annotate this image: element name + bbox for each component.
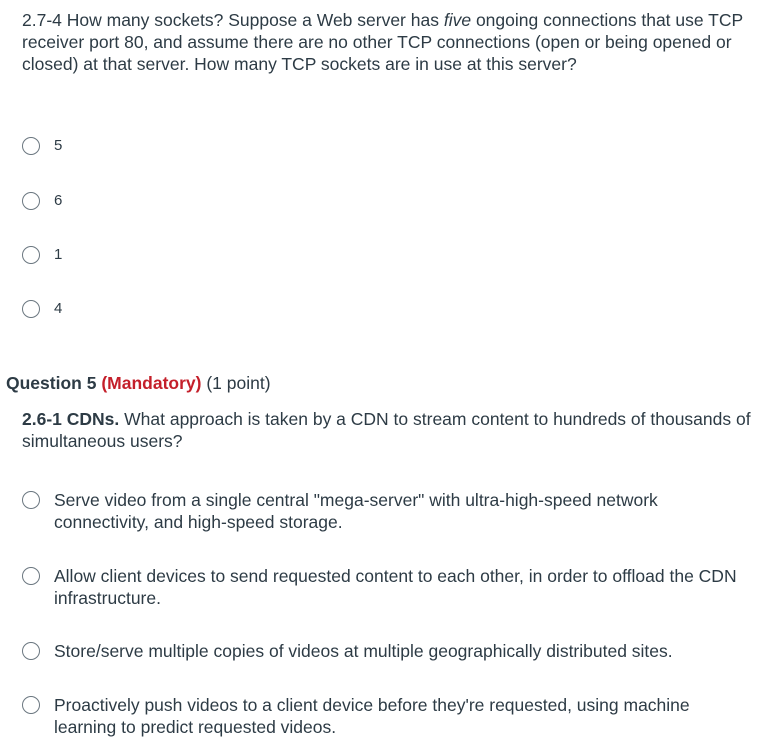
option-label: 1: [54, 246, 63, 263]
question-5-option-2[interactable]: [22, 565, 744, 609]
question-4-prompt-emphasis: five: [443, 10, 472, 30]
question-4-option-4[interactable]: [22, 298, 62, 320]
question-5-prompt-bold: 2.6-1 CDNs.: [22, 409, 120, 429]
question-5-prompt: [22, 408, 762, 452]
option-label: 4: [54, 300, 63, 317]
question-number: Question 5: [6, 373, 97, 393]
option-label: 5: [54, 137, 63, 154]
question-4-option-2[interactable]: [22, 190, 62, 212]
question-4-prompt: [22, 9, 762, 75]
question-4-prompt-prefix: 2.7-4 How many sockets? Suppose a Web server has: [22, 10, 444, 30]
option-label: Serve video from a single central "mega-server" with ultra-high-speed network connectivity, and high-speed storage.: [54, 490, 658, 532]
question-4-option-3[interactable]: [22, 244, 62, 266]
option-label: Allow client devices to send requested content to each other, in order to offload the CDN infrastructure.: [54, 566, 737, 608]
radio-button[interactable]: [22, 642, 40, 660]
question-5-header: [6, 372, 271, 394]
radio-button[interactable]: [22, 137, 40, 155]
question-5-prompt-rest: What approach is taken by a CDN to stream content to hundreds of thousands of simultaneous users?: [22, 409, 751, 451]
question-5-option-4[interactable]: [22, 694, 744, 738]
option-label: Proactively push videos to a client device before they're requested, using machine learning to predict requested videos.: [54, 695, 690, 737]
question-5-option-3[interactable]: [22, 640, 744, 662]
radio-button[interactable]: [22, 491, 40, 509]
mandatory-badge: (Mandatory): [101, 373, 202, 393]
option-label: Store/serve multiple copies of videos at multiple geographically distributed sites.: [54, 641, 673, 661]
radio-button[interactable]: [22, 567, 40, 585]
radio-button[interactable]: [22, 246, 40, 264]
option-label: 6: [54, 192, 63, 209]
radio-button[interactable]: [22, 300, 40, 318]
radio-button[interactable]: [22, 192, 40, 210]
question-5-option-1[interactable]: [22, 489, 744, 533]
points-label: (1 point): [206, 373, 271, 393]
question-4-option-1[interactable]: [22, 135, 62, 157]
radio-button[interactable]: [22, 696, 40, 714]
question-4-prompt-suffix: ongoing connections that use TCP receiver port 80, and assume there are no other TCP connections (open or being opened or closed) at that server. How many TCP sockets are in use at this server?: [22, 10, 743, 74]
